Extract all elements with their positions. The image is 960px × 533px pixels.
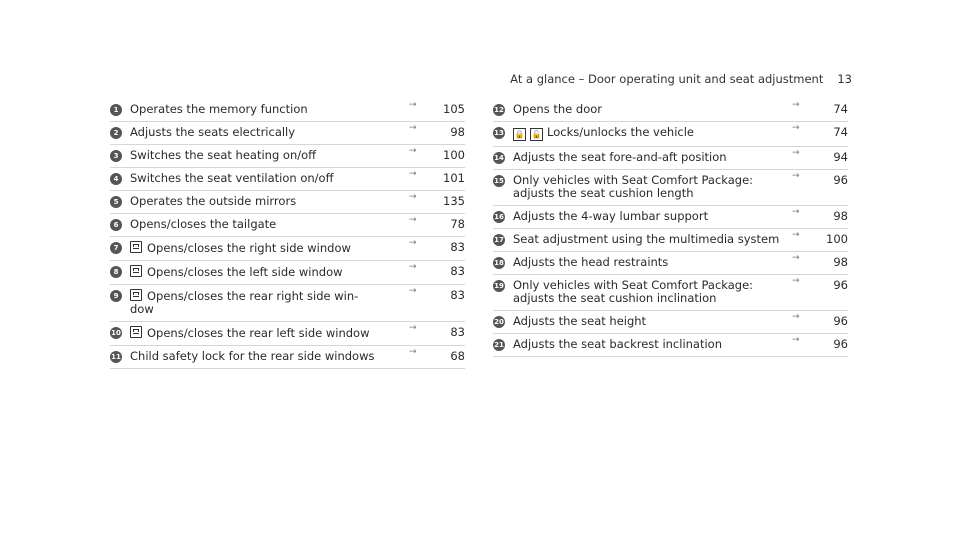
item-number-badge: 18 bbox=[493, 257, 505, 269]
page-reference-arrow-icon: → bbox=[409, 169, 417, 179]
item-description: 🔒 🔓 Locks/unlocks the vehicle bbox=[514, 125, 695, 139]
page-number: 13 bbox=[837, 72, 852, 86]
page-reference-link[interactable]: 74 bbox=[833, 125, 848, 139]
page-reference-link[interactable]: 96 bbox=[833, 314, 848, 328]
page-reference-link[interactable]: 74 bbox=[833, 102, 848, 116]
item-number-badge: 15 bbox=[493, 175, 505, 187]
item-description: Adjusts the seat backrest inclination bbox=[513, 337, 722, 351]
page-title: At a glance – Door operating unit and seat adjustment bbox=[510, 72, 824, 86]
item-description: Opens/closes the left side window bbox=[130, 265, 409, 279]
window-switch-icon bbox=[130, 326, 142, 338]
list-item bbox=[493, 147, 848, 170]
item-number-badge: 13 bbox=[493, 127, 505, 139]
page-header bbox=[510, 72, 852, 86]
page-reference-arrow-icon: → bbox=[792, 171, 800, 181]
item-number-badge: 21 bbox=[493, 339, 505, 351]
page-reference-link[interactable]: 101 bbox=[443, 171, 465, 185]
item-number-badge: 5 bbox=[110, 196, 122, 208]
page-reference-arrow-icon: → bbox=[792, 276, 800, 286]
page-reference-arrow-icon: → bbox=[792, 230, 800, 240]
item-number-badge: 19 bbox=[493, 280, 505, 292]
page-reference-link[interactable]: 98 bbox=[450, 125, 465, 139]
item-number-badge: 12 bbox=[493, 104, 505, 116]
page-reference-link[interactable]: 83 bbox=[450, 325, 465, 339]
list-item bbox=[493, 334, 848, 357]
item-number-badge: 14 bbox=[493, 152, 505, 164]
page-reference-arrow-icon: → bbox=[792, 312, 800, 322]
page-reference-arrow-icon: → bbox=[792, 123, 800, 133]
item-description: Opens/closes the right side window bbox=[130, 241, 409, 255]
item-number-badge: 4 bbox=[110, 173, 122, 185]
page-reference-arrow-icon: → bbox=[792, 207, 800, 217]
list-item bbox=[493, 122, 848, 147]
page-reference-link[interactable]: 96 bbox=[833, 278, 848, 292]
page-reference-link[interactable]: 105 bbox=[443, 102, 465, 116]
item-number-badge: 16 bbox=[493, 211, 505, 223]
item-description: Opens/closes the rear left side window bbox=[130, 326, 409, 340]
list-item bbox=[110, 145, 465, 168]
list-item bbox=[110, 168, 465, 191]
page-reference-arrow-icon: → bbox=[409, 192, 417, 202]
item-number-badge: 7 bbox=[110, 242, 122, 254]
page-reference-arrow-icon: → bbox=[409, 286, 417, 296]
page-reference-link[interactable]: 83 bbox=[450, 240, 465, 254]
window-switch-icon bbox=[130, 289, 142, 301]
item-description: Operates the outside mirrors bbox=[130, 194, 297, 208]
page-reference-arrow-icon: → bbox=[792, 335, 800, 345]
item-description: Switches the seat heating on/off bbox=[130, 148, 317, 162]
page-reference-link[interactable]: 96 bbox=[833, 173, 848, 187]
item-description: Adjusts the 4-way lumbar support bbox=[513, 209, 709, 223]
item-description: Adjusts the seat height bbox=[513, 314, 647, 328]
page-reference-link[interactable]: 78 bbox=[450, 217, 465, 231]
right-item-list bbox=[493, 99, 848, 357]
list-item bbox=[110, 285, 465, 322]
list-item bbox=[493, 170, 848, 206]
item-number-badge: 3 bbox=[110, 150, 122, 162]
page-reference-arrow-icon: → bbox=[409, 123, 417, 133]
item-description: Opens/closes the tailgate bbox=[130, 217, 277, 231]
page-reference-arrow-icon: → bbox=[409, 215, 417, 225]
page-reference-link[interactable]: 135 bbox=[443, 194, 465, 208]
item-description: Adjusts the head restraints bbox=[513, 255, 669, 269]
list-item bbox=[110, 214, 465, 237]
item-description: Child safety lock for the rear side windows bbox=[130, 349, 375, 363]
item-description: Switches the seat ventilation on/off bbox=[130, 171, 334, 185]
list-item bbox=[110, 322, 465, 346]
window-switch-icon bbox=[130, 265, 142, 277]
list-item bbox=[110, 261, 465, 285]
list-item bbox=[493, 311, 848, 334]
list-item bbox=[110, 346, 465, 369]
item-number-badge: 20 bbox=[493, 316, 505, 328]
item-number-badge: 9 bbox=[110, 290, 122, 302]
page-reference-arrow-icon: → bbox=[409, 262, 417, 272]
page-reference-arrow-icon: → bbox=[792, 253, 800, 263]
page-reference-link[interactable]: 98 bbox=[833, 255, 848, 269]
page-reference-link[interactable]: 100 bbox=[443, 148, 465, 162]
list-item bbox=[110, 122, 465, 145]
page-reference-arrow-icon: → bbox=[409, 238, 417, 248]
item-description: Opens the door bbox=[513, 102, 602, 116]
list-item bbox=[110, 237, 465, 261]
item-description: Operates the memory function bbox=[130, 102, 308, 116]
page-reference-link[interactable]: 96 bbox=[833, 337, 848, 351]
item-description: Opens/closes the rear right side win- dow bbox=[130, 289, 359, 316]
list-item bbox=[110, 99, 465, 122]
list-item bbox=[493, 252, 848, 275]
window-switch-icon bbox=[130, 241, 142, 253]
page-reference-arrow-icon: → bbox=[409, 100, 417, 110]
page-reference-link[interactable]: 68 bbox=[450, 349, 465, 363]
item-number-badge: 10 bbox=[110, 327, 122, 339]
item-number-badge: 17 bbox=[493, 234, 505, 246]
item-number-badge: 8 bbox=[110, 266, 122, 278]
item-number-badge: 11 bbox=[110, 351, 122, 363]
list-item bbox=[493, 206, 848, 229]
list-item bbox=[110, 191, 465, 214]
page-reference-arrow-icon: → bbox=[409, 323, 417, 333]
list-item bbox=[493, 99, 848, 122]
page-reference-link[interactable]: 94 bbox=[833, 150, 848, 164]
unlock-icon: 🔓 bbox=[531, 130, 542, 139]
item-description: Adjusts the seats electrically bbox=[130, 125, 296, 139]
page-reference-arrow-icon: → bbox=[409, 347, 417, 357]
list-item bbox=[493, 229, 848, 252]
item-number-badge: 2 bbox=[110, 127, 122, 139]
page-reference-arrow-icon: → bbox=[792, 148, 800, 158]
page-reference-link[interactable]: 83 bbox=[450, 288, 465, 302]
list-item bbox=[493, 275, 848, 311]
item-description: Only vehicles with Seat Comfort Package: adjusts the seat cushion inclination bbox=[513, 278, 754, 305]
page-reference-link[interactable]: 100 bbox=[826, 232, 848, 246]
item-number-badge: 6 bbox=[110, 219, 122, 231]
page-reference-arrow-icon: → bbox=[792, 100, 800, 110]
page-reference-link[interactable]: 98 bbox=[833, 209, 848, 223]
page-reference-arrow-icon: → bbox=[409, 146, 417, 156]
left-item-list bbox=[110, 99, 465, 369]
item-description: Adjusts the seat fore-and-aft position bbox=[513, 150, 727, 164]
item-description: Only vehicles with Seat Comfort Package: adjusts the seat cushion length bbox=[513, 173, 754, 200]
item-description: Seat adjustment using the multimedia system bbox=[513, 232, 780, 246]
page-reference-link[interactable]: 83 bbox=[450, 264, 465, 278]
item-number-badge: 1 bbox=[110, 104, 122, 116]
lock-icon: 🔒 bbox=[514, 130, 525, 139]
